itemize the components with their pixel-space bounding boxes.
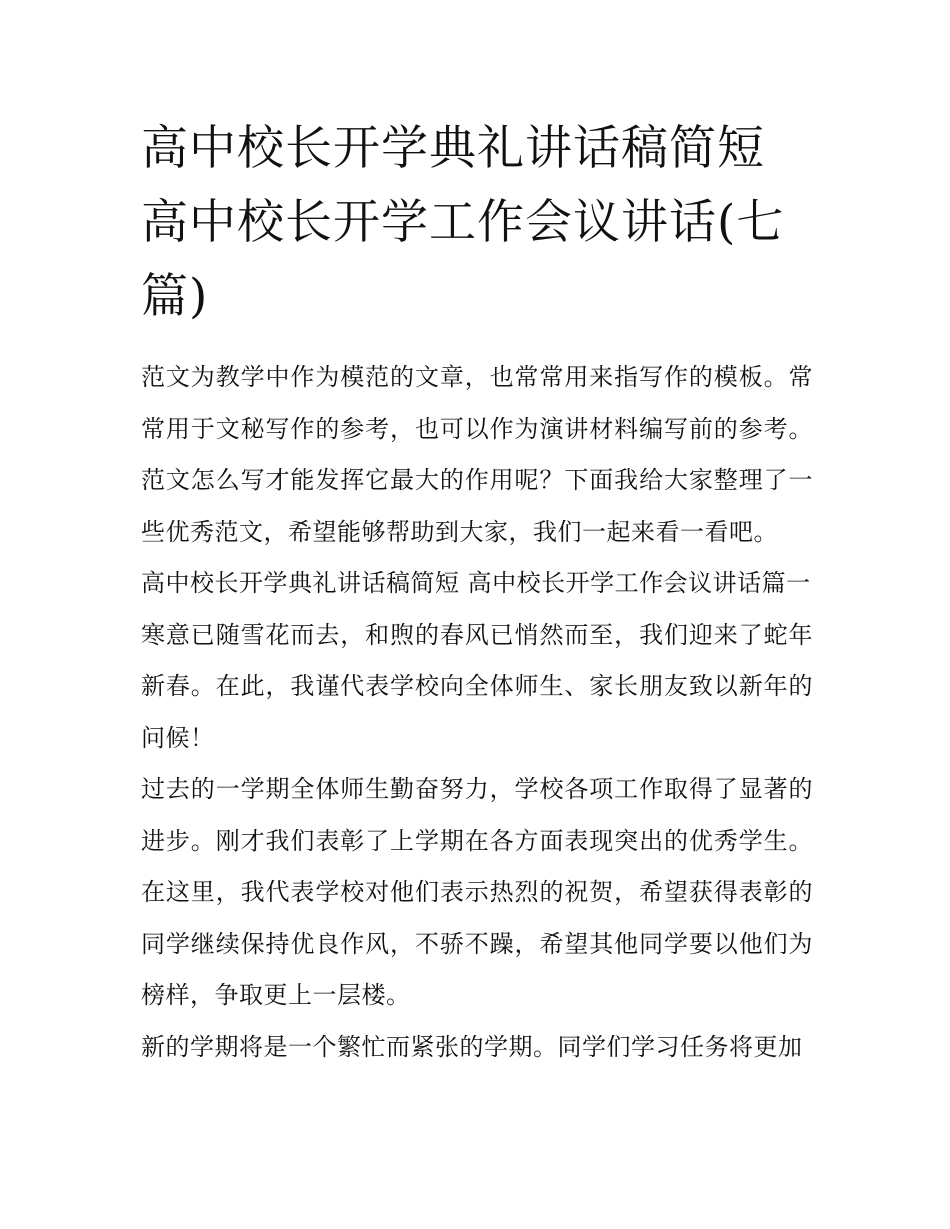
document-title: 高中校长开学典礼讲话稿简短 高中校长开学工作会议讲话(七篇)	[141, 121, 785, 324]
intro-paragraph: 范文为教学中作为模范的文章，也常常用来指写作的模板。常常用于文秘写作的参考，也可以作为演讲材料编写前的参考。范文怎么写才能发挥它最大的作用呢？下面我给大家整理了一些优秀范文，希望能够帮助到大家，我们一起来看一看吧。	[141, 363, 813, 546]
section-heading: 高中校长开学典礼讲话稿简短 高中校长开学工作会议讲话篇一	[141, 569, 811, 597]
document-content	[141, 112, 813, 1073]
body-paragraph: 过去的一学期全体师生勤奋努力，学校各项工作取得了显著的进步。刚才我们表彰了上学期在各方面表现突出的优秀学生。在这里，我代表学校对他们表示热烈的祝贺，希望获得表彰的同学继续保持优良作风，不骄不躁，希望其他同学要以他们为榜样，争取更上一层楼。	[141, 775, 813, 1009]
body-paragraph: 寒意已随雪花而去，和煦的春风已悄然而至，我们迎来了蛇年新春。在此，我谨代表学校向全体师生、家长朋友致以新年的问候！	[141, 620, 813, 752]
body-paragraph: 新的学期将是一个繁忙而紧张的学期。同学们学习任务将更加	[141, 1032, 803, 1061]
document-body	[141, 352, 813, 1073]
